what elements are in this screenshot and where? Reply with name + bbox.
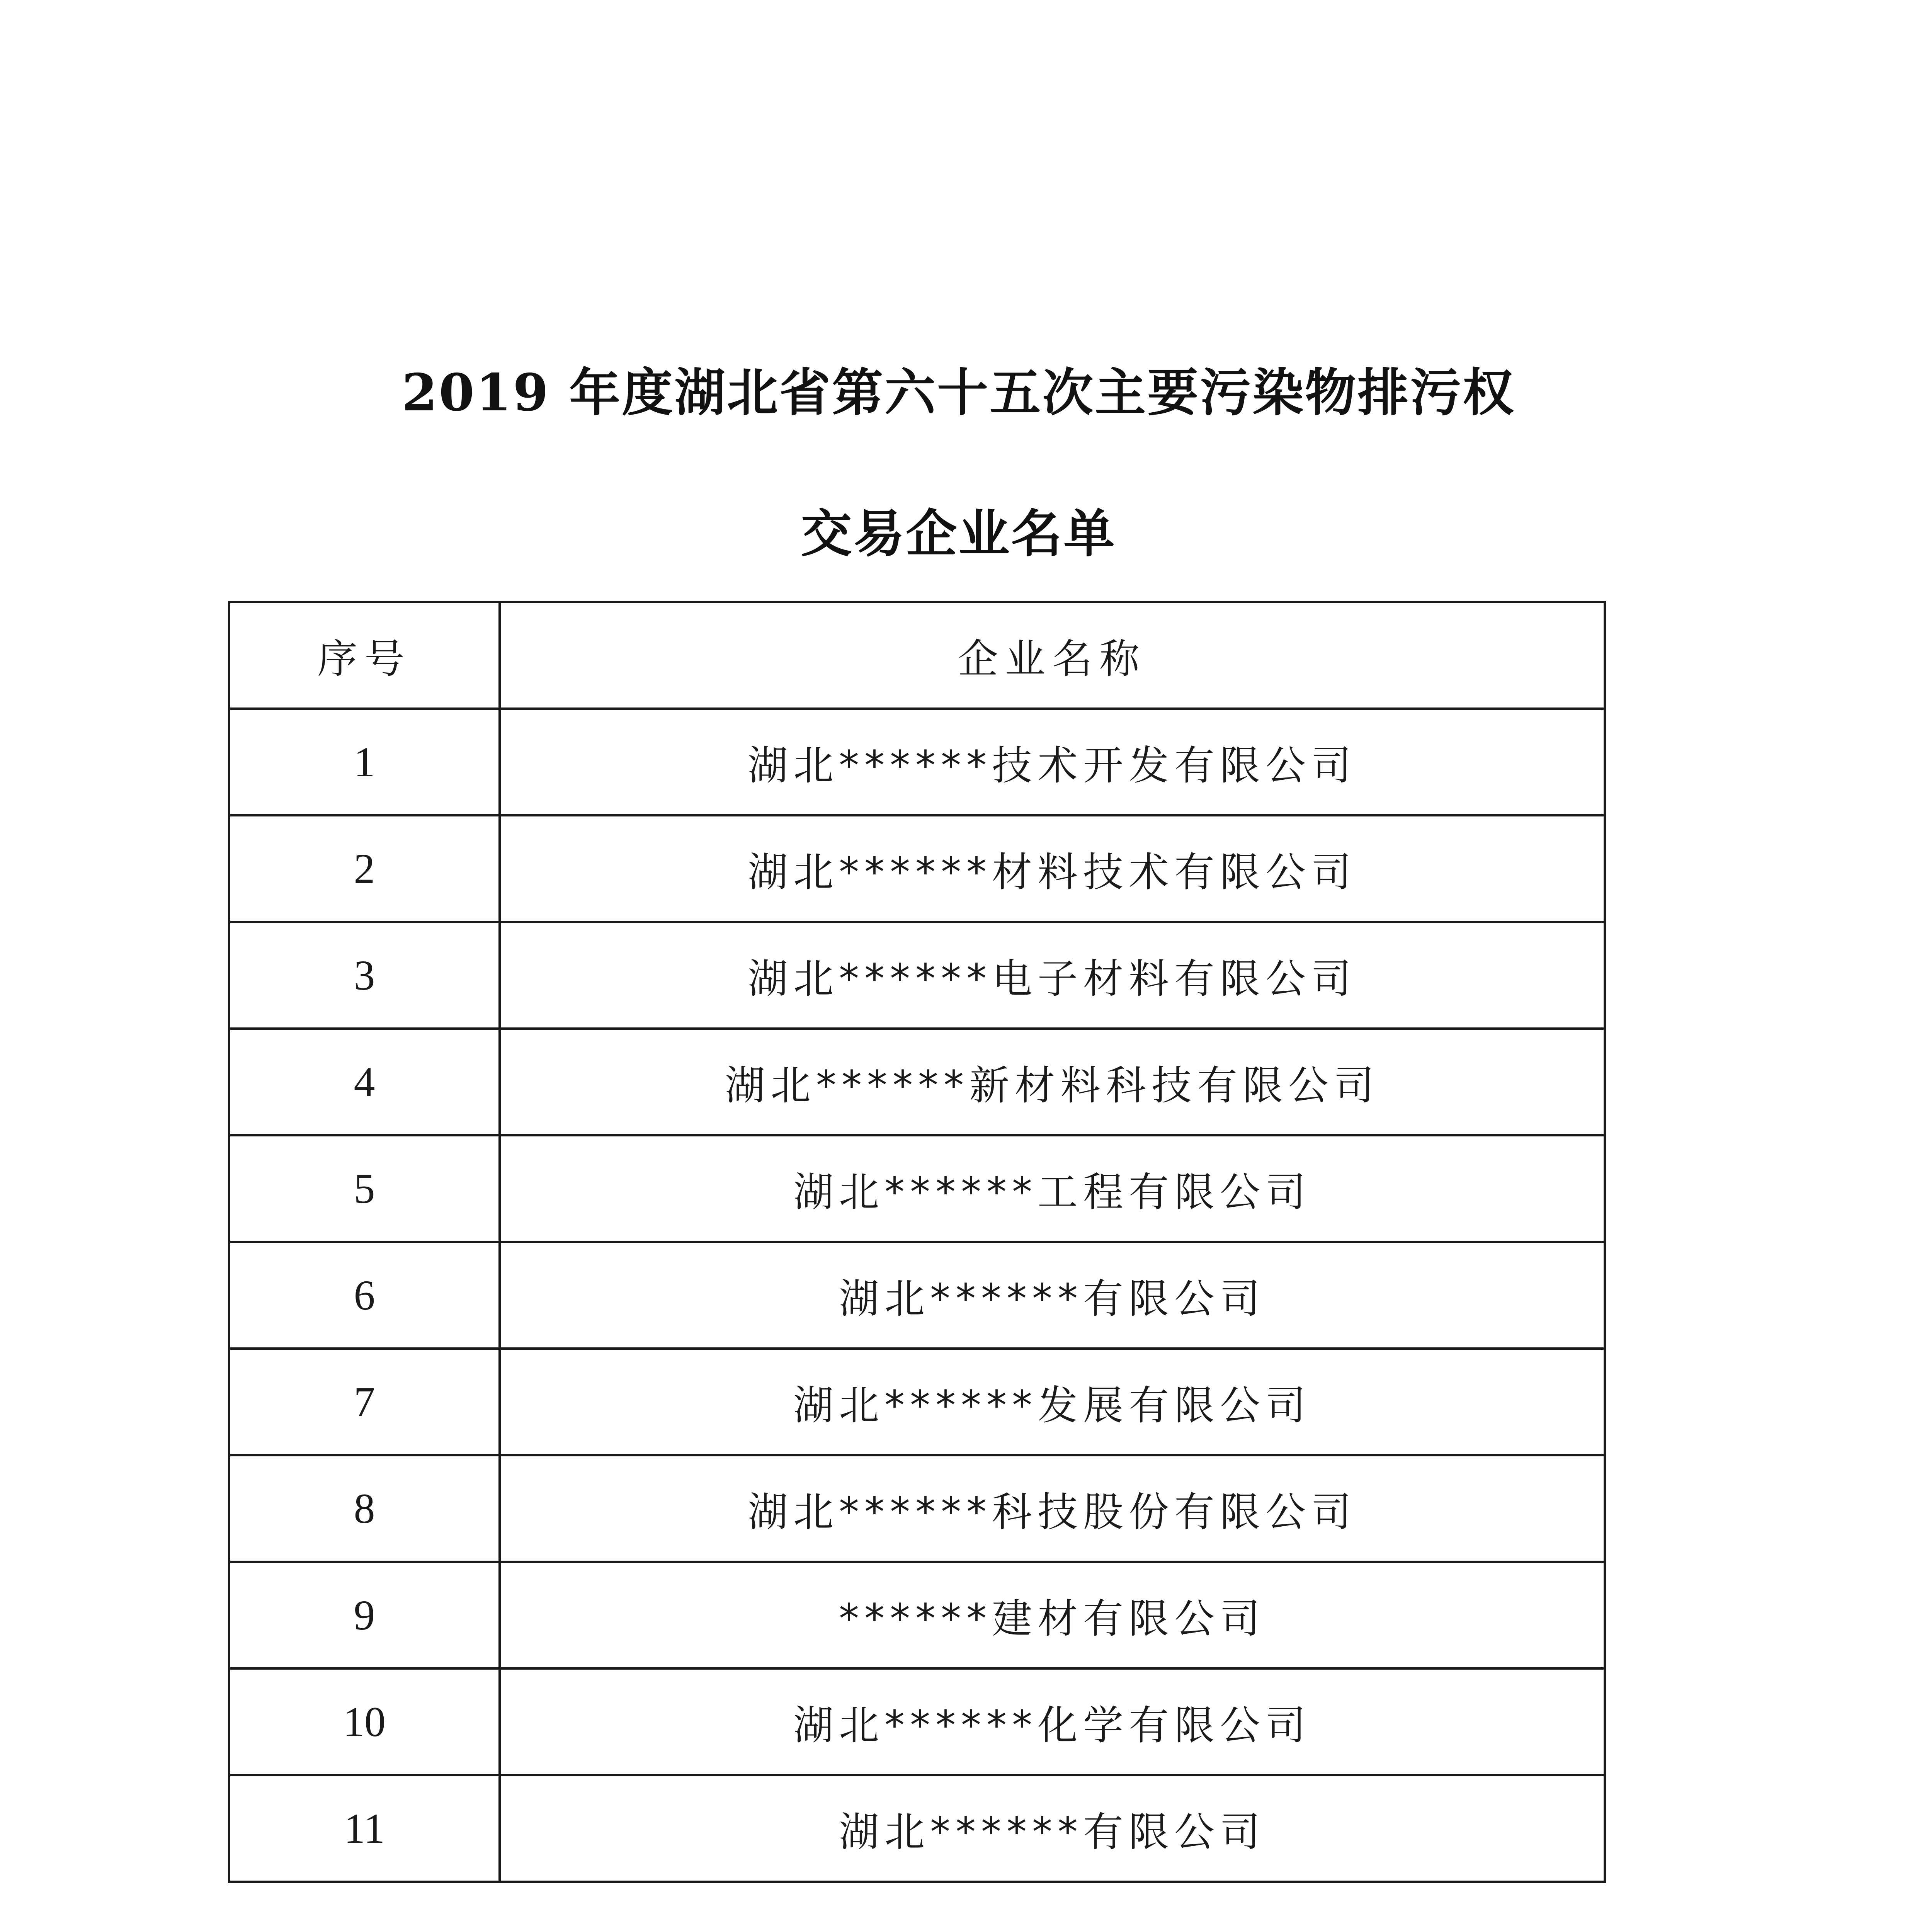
row-enterprise-name: 湖北******电子材料有限公司 [500,922,1605,1029]
table-row [229,1562,1605,1668]
row-index: 7 [229,1349,500,1455]
table-row [229,709,1605,815]
row-enterprise-name: 湖北******新材料科技有限公司 [500,1029,1605,1135]
document-title-line-2: 交易企业名单 [801,504,1116,564]
table-row [229,922,1605,1029]
row-index: 3 [229,922,500,1029]
row-index: 11 [229,1775,500,1882]
row-enterprise-name: 湖北******有限公司 [500,1242,1605,1349]
document-title-line-1: 2019 年度湖北省第六十五次主要污染物排污权 [401,363,1516,423]
row-enterprise-name: 湖北******科技股份有限公司 [500,1455,1605,1562]
table-row [229,1029,1605,1135]
row-index: 5 [229,1135,500,1242]
row-index: 1 [229,709,500,815]
row-enterprise-name: 湖北******有限公司 [500,1775,1605,1882]
row-enterprise-name: 湖北******化学有限公司 [500,1668,1605,1775]
table-row [229,1455,1605,1562]
row-index: 4 [229,1029,500,1135]
row-enterprise-name: 湖北******工程有限公司 [500,1135,1605,1242]
row-index: 10 [229,1668,500,1775]
row-enterprise-name: ******建材有限公司 [500,1562,1605,1668]
row-enterprise-name: 湖北******发展有限公司 [500,1349,1605,1455]
header-index: 序号 [229,602,500,709]
table-header-row [229,602,1605,709]
table-row [229,815,1605,922]
table-row [229,1135,1605,1242]
row-enterprise-name: 湖北******材料技术有限公司 [500,815,1605,922]
row-index: 8 [229,1455,500,1562]
table-row [229,1349,1605,1455]
enterprise-table [228,601,1606,1883]
table-row [229,1668,1605,1775]
row-index: 2 [229,815,500,922]
row-index: 9 [229,1562,500,1668]
table-row [229,1775,1605,1882]
row-index: 6 [229,1242,500,1349]
header-enterprise-name: 企业名称 [500,602,1605,709]
row-enterprise-name: 湖北******技术开发有限公司 [500,709,1605,815]
table-row [229,1242,1605,1349]
